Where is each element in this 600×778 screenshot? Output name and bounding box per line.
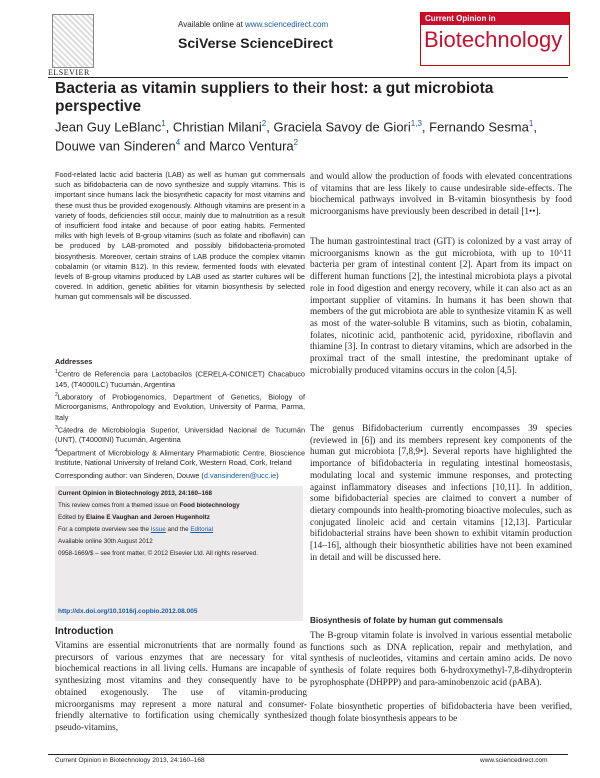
editorial-link[interactable]: Editorial [190,526,214,533]
affiliation-ref: 4 [175,138,181,148]
sciencedirect-link[interactable]: www.sciencedirect.com [245,20,329,29]
author: Fernando Sesma [429,119,529,135]
journal-name: Biotechnology [424,27,563,52]
header-rule [48,77,568,78]
elsevier-tree-logo [52,14,94,68]
affiliation-ref: 1,3 [410,119,422,128]
intro-heading: Introduction [55,626,114,637]
abstract: Food-related lactic acid bacteria (LAB) as well as human gut commensals such as bifidobacteria can de novo synthesize and supply vitamins. This is important since humans lack the biosynthetic capacity for most vitamins and these must thus be provided exogenously. Although vitamins are present in a variety of foods, deficiencies still occur, mainly due to malnutrition as a result of insufficient food intake and because of poor eating habits. Fermented milks with high levels of B-group vitamins (such as folate and riboflavin) can be produced by LAB-promoted and possibly bifidobacteria-promoted biosynthesis. Moreover, certain strains of LAB produce the complex vitamin cobalamin (or vitamin B12). In this review, fermented foods with elevated levels of B-group vitamins produced by LAB used as starter cultures will be covered. In addition, genetic abilities for vitamin biosynthesis by selected human gut commensals will be discussed. [55,170,305,302]
affiliation-ref: 1 [161,119,166,128]
email-link[interactable]: d.vansinderen@ucc.ie [203,471,277,480]
article-title: Bacteria as vitamin suppliers to their host: a gut microbiota perspective [55,80,494,115]
body-paragraph: Folate biosynthetic properties of bifidobacteria have been verified, though folate biosynthesis appears to be [310,701,572,723]
journal-logo [420,12,570,66]
copyright: 0958-1669/$ – see front matter, © 2012 Elsevier Ltd. All rights reserved. [58,550,258,557]
issue-link[interactable]: Issue [150,526,166,533]
body-paragraph: The human gastrointestinal tract (GIT) is colonized by a vast array of microorganisms known as the gut microbiota, with up to 10^11 bacteria per gram of intestinal content [2]. Apart from its impact on different human functions [2], the intestinal microbiota plays a pivotal role in food digestion and energy recovery, while it can also act as an important supplier of vitamins. In humans it has been shown that members of the gut microbiota are able to synthesize vitamin K as well as most of the water-soluble B vitamins, such as biotin, cobalamin, folates, nicotinic acid, panthotenic acid, pyridoxine, riboflavin and thiamine [3]. In contrast to dietary vitamins, which are adsorbed in the proximal tract of the small intestine, the predominant uptake of microbially produced vitamins occurs in the colon [4,5]. [310,236,572,375]
body-paragraph: The B-group vitamin folate is involved in various essential metabolic functions such as DNA replication, repair and methylation, and synthesis of nucleotides, vitamins and certain amino acids. De novo synthesis of folate requires both 6-hydroxymethyl-7,8-dihydropterin pyrophosphate (DHPPP) and para-aminobenzoic acid (pABA). [310,630,572,687]
publisher-name: ELSEVIER [48,68,90,77]
author: Douwe van Sinderen [55,138,176,154]
author: Marco Ventura [209,138,294,154]
footer-url: www.sciencedirect.com [480,757,548,764]
section-heading: Biosynthesis of folate by human gut commensals [310,616,503,625]
author: Christian Milani [172,119,262,135]
author-list: Jean Guy LeBlanc$^1$, Christian Milani$^2$, Graciela Savoy de Giori$^{1,3}$, Fernando Sesma$^1$, Douwe van Sinderen$^4$ and Marco Ventura$^2$ [55,119,537,154]
overview-line: For a complete overview see the Issue and the Editorial [58,526,214,533]
footer-citation: Current Opinion in Biotechnology 2013, 24:160–168 [55,757,205,764]
theme-line: This review comes from a themed issue on Food biotechnology [58,502,240,509]
addresses-heading: Addresses [55,357,93,366]
address-item: $^4$Department of Microbiology & Alimentary Pharmabiotic Centre, Bioscience Institute, National University of Ireland Cork, Western Road, Cork, Ireland [55,447,305,468]
author: Graciela Savoy de Giori [273,119,411,135]
available-online: Available online at www.sciencedirect.com [178,20,329,29]
citation: Current Opinion in Biotechnology 2013, 24:160–168 [58,490,212,497]
author: Jean Guy LeBlanc [55,119,162,135]
address-item: $^1$Centro de Referencia para Lactobacilos (CERELA-CONICET) Chacabuco 145, (T4000ILC) Tucumán, Argentina [55,369,305,389]
corresponding-author: Corresponding author: van Sinderen, Douwe (d.vansinderen@ucc.ie) [55,471,279,480]
journal-top-label: Current Opinion in [421,13,569,25]
affiliation-ref: 1 [528,119,534,128]
editors-line: Edited by Elaine E Vaughan and Jeroen Hugenholtz [58,514,210,521]
platform-name: SciVerse ScienceDirect [178,35,333,51]
footer-rule [48,754,568,755]
affiliation-ref: 2 [293,138,299,148]
address-item: $^3$Cátedra de Microbiología Superior, Universidad Nacional de Tucumán (UNT), (T4000INI) Tucumán, Argentina [55,424,305,445]
available-date: Available online 30th August 2012 [58,538,153,545]
body-paragraph: The genus Bifidobacterium currently encompasses 39 species (reviewed in [6]) and its members represent key components of the human gut microbiota [7,8,9•]. Several reports have highlighted the importance of bifidobacteria in regulating intestinal homeostasis, modulating local and systemic immune responses, and protecting against inflammatory diseases and infections [10,11]. In addition, some bifidobacterial species are claimed to convert a number of dietary compounds into health-promoting bioactive molecules, such as conjugated linoleic acid and certain vitamins [12,13]. Particular bifidobacterial strains have been shown to exhibit vitamin production [14–16], although their biosynthetic abilities have not been examined in detail and will be discussed here. [310,423,572,562]
affiliation-ref: 2 [261,119,267,128]
addresses [55,367,305,469]
body-paragraph: and would allow the production of foods with elevated concentrations of vitamins that are less likely to cause undesirable side-effects. The biochemical pathways involved in B-vitamin biosynthesis by food microorganisms have previously been described in detail [1••]. [310,171,572,217]
address-item: $^2$Laboratory of Probiogenomics, Department of Genetics, Biology of Microorganisms, Anthropology and Evolution, University of Parma, Parma, Italy [55,391,305,422]
doi-link[interactable]: http://dx.doi.org/10.1016/j.copbio.2012.08.005 [58,608,198,615]
intro-text: Vitamins are essential micronutrients that are normally found as precursors of various enzymes that are necessary for vital biochemical reactions in all living cells. Humans are incapable of synthesizing most vitamins and they consequently have to be obtained exogenously. The use of vitamin-producing microorganisms may represent a more natural and consumer-friendly alternative to fortification using chemically synthesized pseudo-vitamins, [55,640,307,732]
article-info-box [55,486,303,621]
